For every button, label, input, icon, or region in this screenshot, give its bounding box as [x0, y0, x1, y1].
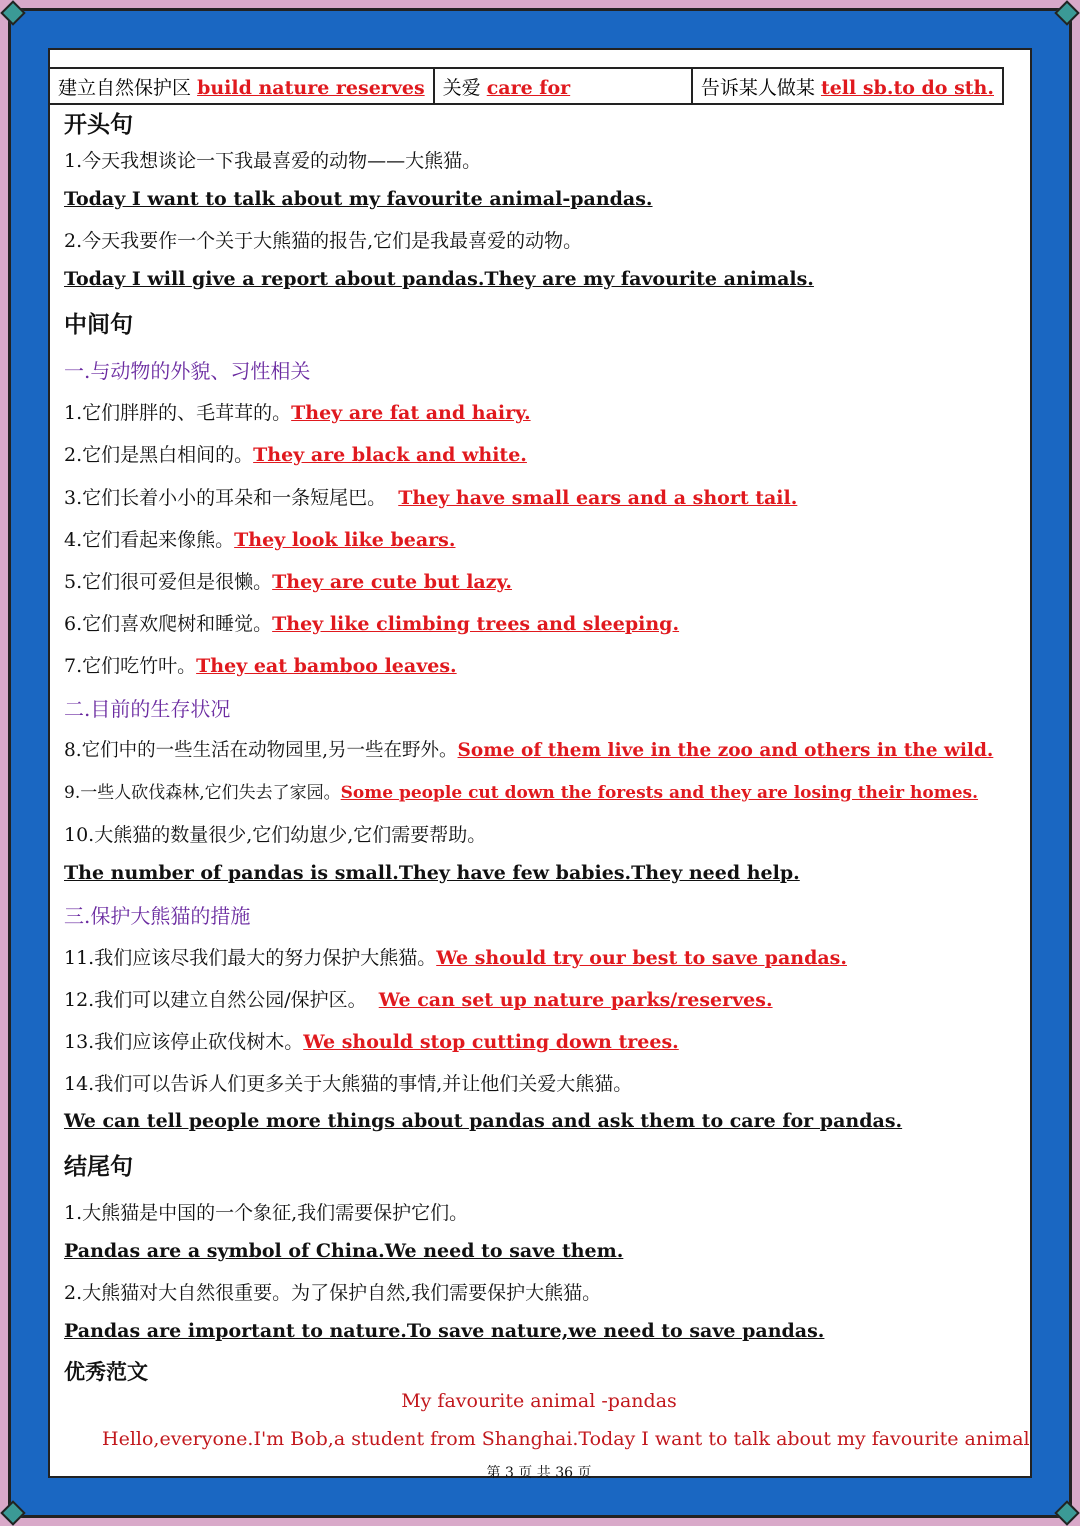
vocab-en: tell sb.to do sth. — [820, 76, 994, 99]
sentence-zh: 12.我们可以建立自然公园/保护区。 — [64, 989, 367, 1011]
sentence-zh: 6.它们喜欢爬树和睡觉。 — [64, 613, 273, 635]
sentence-en: The number of pandas is small.They have few babies.They need help. — [64, 862, 800, 884]
sentence-zh: 10.大熊猫的数量很少,它们幼崽少,它们需要帮助。 — [64, 824, 487, 846]
section-title-ending: 结尾句 — [64, 1154, 133, 1180]
sentence-en: Today I want to talk about my favourite animal-pandas. — [64, 188, 653, 210]
essay-line: Hello,everyone.I'm Bob,a student from Shanghai.Today I want to talk about my favourite animal — [102, 1428, 1030, 1450]
sentence-en: They are fat and hairy. — [291, 402, 531, 424]
sentence-zh: 1.它们胖胖的、毛茸茸的。 — [64, 402, 292, 424]
vocab-cell — [49, 68, 434, 104]
sentence-zh: 1.大熊猫是中国的一个象征,我们需要保护它们。 — [64, 1202, 469, 1224]
section-title-essay: 优秀范文 — [64, 1360, 148, 1384]
sentence-zh: 14.我们可以告诉人们更多关于大熊猫的事情,并让他们关爱大熊猫。 — [64, 1073, 633, 1095]
sentence-en: Pandas are important to nature.To save nature,we need to save pandas. — [64, 1320, 825, 1342]
sentence-en: They have small ears and a short tail. — [398, 487, 798, 509]
subsection-title: 二.目前的生存状况 — [64, 697, 231, 721]
sentence-zh: 3.它们长着小小的耳朵和一条短尾巴。 — [64, 487, 387, 509]
sentence-zh: 7.它们吃竹叶。 — [64, 655, 197, 677]
vocab-cell — [434, 68, 692, 104]
sentence-en: Pandas are a symbol of China.We need to save them. — [64, 1240, 624, 1262]
sentence-zh: 2.今天我要作一个关于大熊猫的报告,它们是我最喜爱的动物。 — [64, 230, 583, 252]
sentence-zh: 1.今天我想谈论一下我最喜爱的动物——大熊猫。 — [64, 150, 482, 172]
sentence-zh: 8.它们中的一些生活在动物园里,另一些在野外。 — [64, 740, 458, 761]
sentence-row — [64, 398, 531, 425]
sentence-en: They are black and white. — [253, 444, 527, 466]
vocab-zh: 告诉某人做某 — [700, 76, 815, 99]
essay-heading: My favourite animal -pandas — [401, 1390, 677, 1412]
sentence-row — [64, 778, 978, 803]
sentence-row — [64, 651, 457, 678]
vocab-en: care for — [486, 76, 571, 99]
section-title-opening: 开头句 — [64, 112, 133, 138]
sentence-en: They are cute but lazy. — [272, 571, 513, 593]
sentence-en: They look like bears. — [234, 529, 456, 551]
sentence-en: We should try our best to save pandas. — [436, 947, 847, 969]
sentence-en: We can tell people more things about pandas and ask them to care for pandas. — [64, 1110, 903, 1132]
sentence-en: Today I will give a report about pandas.They are my favourite animals. — [64, 268, 814, 290]
page-sheet — [48, 48, 1032, 1478]
sentence-zh: 2.大熊猫对大自然很重要。为了保护自然,我们需要保护大熊猫。 — [64, 1282, 602, 1304]
sentence-zh: 11.我们应该尽我们最大的努力保护大熊猫。 — [64, 947, 437, 969]
sentence-row — [64, 567, 512, 594]
subsection-title: 三.保护大熊猫的措施 — [64, 904, 251, 928]
sentence-row — [64, 483, 797, 510]
sentence-en: Some people cut down the forests and they are losing their homes. — [340, 783, 979, 803]
sentence-row — [64, 943, 847, 970]
vocab-zh: 关爱 — [442, 76, 481, 99]
sentence-row — [64, 1027, 679, 1054]
sentence-en: We can set up nature parks/reserves. — [378, 989, 773, 1011]
sentence-row — [64, 440, 527, 467]
vocab-en: build nature reserves — [197, 76, 425, 99]
sentence-en: Some of them live in the zoo and others in the wild. — [457, 740, 994, 761]
page-number: 第 3 页 共 36 页 — [486, 1465, 592, 1481]
sentence-en: We should stop cutting down trees. — [303, 1031, 679, 1053]
sentence-row — [64, 525, 456, 552]
sentence-en: They like climbing trees and sleeping. — [272, 613, 680, 635]
sentence-en: They eat bamboo leaves. — [196, 655, 457, 677]
sentence-zh: 9.一些人砍伐森林,它们失去了家园。 — [64, 783, 341, 803]
vocab-table — [48, 67, 1004, 105]
sentence-zh: 4.它们看起来像熊。 — [64, 529, 235, 551]
subsection-title: 一.与动物的外貌、习性相关 — [64, 359, 311, 383]
vocab-zh: 建立自然保护区 — [58, 76, 192, 99]
sentence-row — [64, 736, 993, 762]
sentence-row — [64, 609, 679, 636]
sentence-row — [64, 985, 773, 1012]
sentence-zh: 13.我们应该停止砍伐树木。 — [64, 1031, 304, 1053]
section-title-middle: 中间句 — [64, 312, 133, 338]
sentence-zh: 5.它们很可爱但是很懒。 — [64, 571, 273, 593]
sentence-zh: 2.它们是黑白相间的。 — [64, 444, 254, 466]
vocab-cell — [692, 68, 1003, 104]
